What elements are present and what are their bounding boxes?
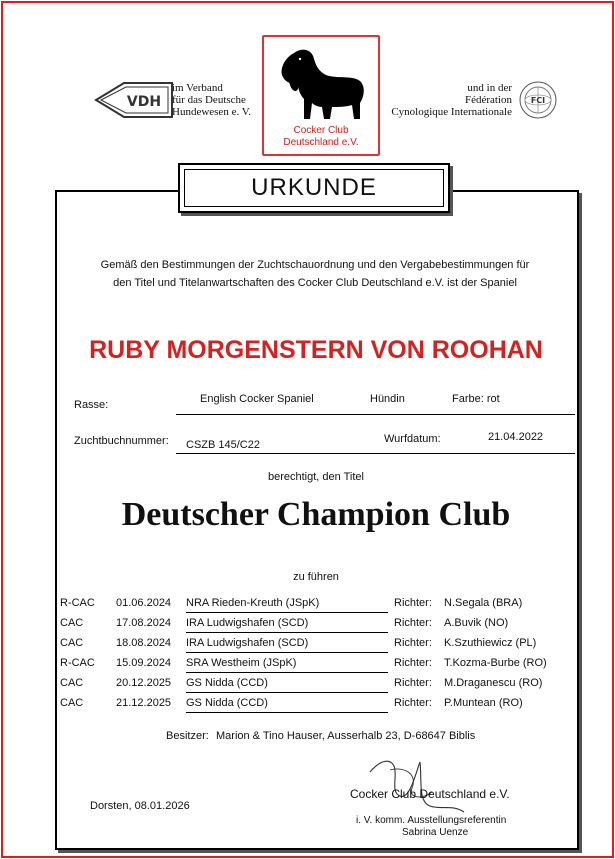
cocker-spaniel-icon (274, 45, 368, 123)
result-show: IRA Ludwigshafen (SCD) (186, 617, 309, 629)
vdh-text: im Verband für das Deutsche Hundewesen e. V. (172, 82, 252, 118)
owner-value: Marion & Tino Hauser, Ausserhalb 23, D-68647 Biblis (216, 730, 476, 742)
wurf-value: 21.04.2022 (488, 431, 544, 443)
zuchtbuch-line (176, 453, 575, 454)
signature-club: Cocker Club Deutschland e.V. (350, 787, 510, 801)
fci-logo-icon (518, 80, 558, 120)
result-judge: M.Draganescu (RO) (444, 677, 543, 689)
result-date: 20.12.2025 (116, 677, 172, 689)
result-award: CAC (60, 697, 84, 709)
result-judge: N.Segala (BRA) (444, 597, 523, 609)
result-date: 17.08.2024 (116, 617, 172, 629)
rasse-value: English Cocker Spaniel (200, 393, 314, 405)
intro-text: Gemäß den Bestimmungen der Zuchtschauordnung und den Vergabebestimmungen für den Titel und Titelanwartschaften des Cocker Club Deutschland e.V. ist der Spaniel (100, 259, 530, 289)
rasse-label: Rasse: (74, 399, 109, 411)
certificate-title: URKUNDE (184, 169, 444, 207)
result-judge-label: Richter: (394, 697, 432, 709)
result-show: IRA Ludwigshafen (SCD) (186, 637, 309, 649)
club-logo (262, 35, 380, 156)
result-show: GS Nidda (CCD) (186, 697, 268, 709)
champion-title: Deutscher Champion Club (121, 496, 511, 533)
result-award: CAC (60, 617, 84, 629)
place-date: Dorsten, 08.01.2026 (90, 800, 190, 812)
signature-role: i. V. komm. Ausstellungsreferentin (356, 815, 507, 826)
farbe-value: Farbe: rot (452, 393, 500, 405)
zuchtbuch-label: Zuchtbuchnummer: (74, 435, 169, 447)
club-logo-line2: Deutschland e.V. (283, 137, 359, 148)
result-judge-label: Richter: (394, 657, 432, 669)
result-date: 01.06.2024 (116, 597, 172, 609)
result-judge-label: Richter: (394, 597, 432, 609)
entitled-text: berechtigt, den Titel (267, 471, 364, 483)
result-award: CAC (60, 637, 84, 649)
result-award: CAC (60, 677, 84, 689)
result-show: NRA Rieden-Kreuth (JSpK) (186, 597, 320, 609)
fci-text: und in der Fédération Cynologique Internationale (391, 82, 512, 118)
sex-value: Hündin (370, 393, 405, 405)
zuchtbuch-value: CSZB 145/C22 (186, 439, 260, 451)
signature-name: Sabrina Uenze (402, 827, 469, 838)
title-box (178, 163, 450, 213)
vdh-logo-text: VDH (126, 94, 162, 110)
zu-fuehren-text: zu führen (293, 571, 339, 583)
result-judge: T.Kozma-Burbe (RO) (444, 657, 547, 669)
dog-name: RUBY MORGENSTERN VON ROOHAN (89, 336, 543, 364)
result-judge: P.Muntean (RO) (444, 697, 523, 709)
result-judge-label: Richter: (394, 677, 432, 689)
result-award: R-CAC (60, 597, 95, 609)
result-show: GS Nidda (CCD) (186, 677, 268, 689)
rasse-line (176, 414, 575, 415)
fci-logo-text: FCI (530, 96, 546, 105)
result-judge: K.Szuthiewicz (PL) (444, 637, 537, 649)
vdh-logo-icon (94, 80, 174, 120)
owner-label: Besitzer: (166, 730, 209, 742)
result-date: 18.08.2024 (116, 637, 172, 649)
result-date: 15.09.2024 (116, 657, 172, 669)
club-logo-line1: Cocker Club (293, 125, 349, 136)
result-date: 21.12.2025 (116, 697, 172, 709)
result-judge: A.Buvik (NO) (444, 617, 509, 629)
result-judge-label: Richter: (394, 617, 432, 629)
result-judge-label: Richter: (394, 637, 432, 649)
wurf-label: Wurfdatum: (384, 433, 441, 445)
result-show: SRA Westheim (JSpK) (186, 657, 297, 669)
result-award: R-CAC (60, 657, 95, 669)
